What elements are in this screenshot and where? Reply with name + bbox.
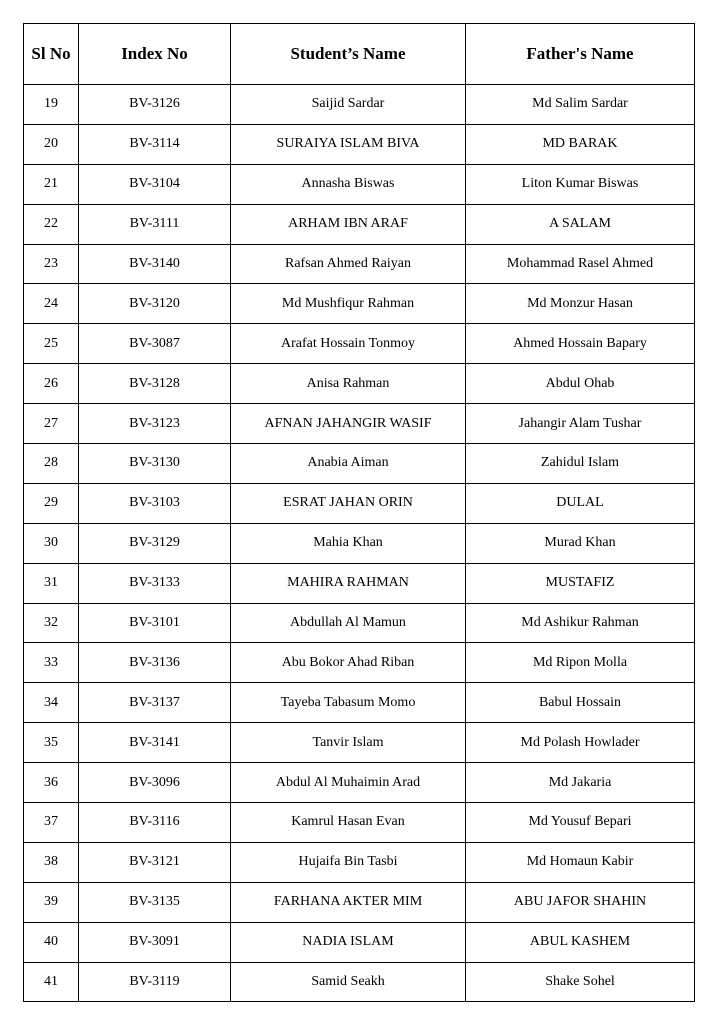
student-name-cell: ARHAM IBN ARAF xyxy=(231,204,466,244)
father-name-cell: Abdul Ohab xyxy=(466,364,695,404)
index-no-cell: BV-3119 xyxy=(79,962,231,1002)
sl-no-cell: 26 xyxy=(24,364,79,404)
table-row xyxy=(24,204,695,244)
father-name-cell: Babul Hossain xyxy=(466,683,695,723)
sl-no-cell: 33 xyxy=(24,643,79,683)
father-name-cell: Md Yousuf Bepari xyxy=(466,803,695,843)
index-no-cell: BV-3111 xyxy=(79,204,231,244)
sl-no-cell: 31 xyxy=(24,563,79,603)
student-name-cell: MAHIRA RAHMAN xyxy=(231,563,466,603)
table-row xyxy=(24,962,695,1002)
sl-no-cell: 21 xyxy=(24,164,79,204)
student-name-cell: Tayeba Tabasum Momo xyxy=(231,683,466,723)
father-name-cell: Md Ripon Molla xyxy=(466,643,695,683)
index-no-cell: BV-3120 xyxy=(79,284,231,324)
table-row xyxy=(24,284,695,324)
student-name-cell: ESRAT JAHAN ORIN xyxy=(231,483,466,523)
student-name-cell: Arafat Hossain Tonmoy xyxy=(231,324,466,364)
student-name-cell: AFNAN JAHANGIR WASIF xyxy=(231,404,466,444)
father-name-cell: Liton Kumar Biswas xyxy=(466,164,695,204)
student-name-cell: Md Mushfiqur Rahman xyxy=(231,284,466,324)
student-name-cell: FARHANA AKTER MIM xyxy=(231,882,466,922)
father-name-cell: Mohammad Rasel Ahmed xyxy=(466,244,695,284)
student-list-table xyxy=(23,23,695,1002)
table-row xyxy=(24,882,695,922)
index-no-cell: BV-3121 xyxy=(79,842,231,882)
student-name-cell: Tanvir Islam xyxy=(231,723,466,763)
index-no-cell: BV-3104 xyxy=(79,164,231,204)
father-name-cell: Md Ashikur Rahman xyxy=(466,603,695,643)
sl-no-cell: 34 xyxy=(24,683,79,723)
sl-no-cell: 41 xyxy=(24,962,79,1002)
sl-no-cell: 36 xyxy=(24,763,79,803)
student-name-cell: Mahia Khan xyxy=(231,523,466,563)
sl-no-cell: 39 xyxy=(24,882,79,922)
index-no-cell: BV-3128 xyxy=(79,364,231,404)
sl-no-cell: 25 xyxy=(24,324,79,364)
student-name-cell: NADIA ISLAM xyxy=(231,922,466,962)
sl-no-cell: 30 xyxy=(24,523,79,563)
table-row xyxy=(24,842,695,882)
father-name-cell: Shake Sohel xyxy=(466,962,695,1002)
sl-no-cell: 38 xyxy=(24,842,79,882)
student-name-cell: Hujaifa Bin Tasbi xyxy=(231,842,466,882)
header-father-name: Father's Name xyxy=(466,24,695,85)
sl-no-cell: 22 xyxy=(24,204,79,244)
student-name-cell: Annasha Biswas xyxy=(231,164,466,204)
father-name-cell: ABUL KASHEM xyxy=(466,922,695,962)
father-name-cell: ABU JAFOR SHAHIN xyxy=(466,882,695,922)
father-name-cell: Ahmed Hossain Bapary xyxy=(466,324,695,364)
sl-no-cell: 32 xyxy=(24,603,79,643)
index-no-cell: BV-3140 xyxy=(79,244,231,284)
index-no-cell: BV-3114 xyxy=(79,124,231,164)
header-sl-no: Sl No xyxy=(24,24,79,85)
student-name-cell: Abdul Al Muhaimin Arad xyxy=(231,763,466,803)
sl-no-cell: 35 xyxy=(24,723,79,763)
sl-no-cell: 23 xyxy=(24,244,79,284)
table-row xyxy=(24,563,695,603)
table-row xyxy=(24,803,695,843)
student-name-cell: SURAIYA ISLAM BIVA xyxy=(231,124,466,164)
index-no-cell: BV-3135 xyxy=(79,882,231,922)
father-name-cell: Md Homaun Kabir xyxy=(466,842,695,882)
sl-no-cell: 28 xyxy=(24,444,79,484)
student-name-cell: Abdullah Al Mamun xyxy=(231,603,466,643)
sl-no-cell: 40 xyxy=(24,922,79,962)
table-row xyxy=(24,603,695,643)
student-name-cell: Kamrul Hasan Evan xyxy=(231,803,466,843)
header-student-name: Student’s Name xyxy=(231,24,466,85)
table-row xyxy=(24,523,695,563)
table-row xyxy=(24,164,695,204)
index-no-cell: BV-3101 xyxy=(79,603,231,643)
index-no-cell: BV-3137 xyxy=(79,683,231,723)
header-row xyxy=(24,24,695,85)
sl-no-cell: 37 xyxy=(24,803,79,843)
father-name-cell: Jahangir Alam Tushar xyxy=(466,404,695,444)
student-name-cell: Samid Seakh xyxy=(231,962,466,1002)
sl-no-cell: 24 xyxy=(24,284,79,324)
student-name-cell: Saijid Sardar xyxy=(231,85,466,125)
index-no-cell: BV-3129 xyxy=(79,523,231,563)
sl-no-cell: 19 xyxy=(24,85,79,125)
father-name-cell: A SALAM xyxy=(466,204,695,244)
index-no-cell: BV-3116 xyxy=(79,803,231,843)
table-row xyxy=(24,324,695,364)
table-row xyxy=(24,364,695,404)
table-row xyxy=(24,723,695,763)
index-no-cell: BV-3141 xyxy=(79,723,231,763)
father-name-cell: DULAL xyxy=(466,483,695,523)
index-no-cell: BV-3096 xyxy=(79,763,231,803)
student-name-cell: Rafsan Ahmed Raiyan xyxy=(231,244,466,284)
father-name-cell: Md Jakaria xyxy=(466,763,695,803)
table-row xyxy=(24,244,695,284)
father-name-cell: Md Monzur Hasan xyxy=(466,284,695,324)
table-row xyxy=(24,922,695,962)
index-no-cell: BV-3136 xyxy=(79,643,231,683)
table-row xyxy=(24,124,695,164)
father-name-cell: MUSTAFIZ xyxy=(466,563,695,603)
father-name-cell: MD BARAK xyxy=(466,124,695,164)
table-row xyxy=(24,85,695,125)
index-no-cell: BV-3103 xyxy=(79,483,231,523)
table-row xyxy=(24,444,695,484)
student-name-cell: Anabia Aiman xyxy=(231,444,466,484)
student-name-cell: Abu Bokor Ahad Riban xyxy=(231,643,466,683)
table-body xyxy=(24,85,695,1002)
sl-no-cell: 20 xyxy=(24,124,79,164)
index-no-cell: BV-3087 xyxy=(79,324,231,364)
sl-no-cell: 27 xyxy=(24,404,79,444)
table-row xyxy=(24,643,695,683)
father-name-cell: Md Polash Howlader xyxy=(466,723,695,763)
table-row xyxy=(24,404,695,444)
sl-no-cell: 29 xyxy=(24,483,79,523)
father-name-cell: Zahidul Islam xyxy=(466,444,695,484)
table-row xyxy=(24,483,695,523)
index-no-cell: BV-3126 xyxy=(79,85,231,125)
father-name-cell: Md Salim Sardar xyxy=(466,85,695,125)
table-row xyxy=(24,763,695,803)
header-index-no: Index No xyxy=(79,24,231,85)
table-row xyxy=(24,683,695,723)
index-no-cell: BV-3133 xyxy=(79,563,231,603)
father-name-cell: Murad Khan xyxy=(466,523,695,563)
index-no-cell: BV-3130 xyxy=(79,444,231,484)
index-no-cell: BV-3123 xyxy=(79,404,231,444)
student-name-cell: Anisa Rahman xyxy=(231,364,466,404)
index-no-cell: BV-3091 xyxy=(79,922,231,962)
